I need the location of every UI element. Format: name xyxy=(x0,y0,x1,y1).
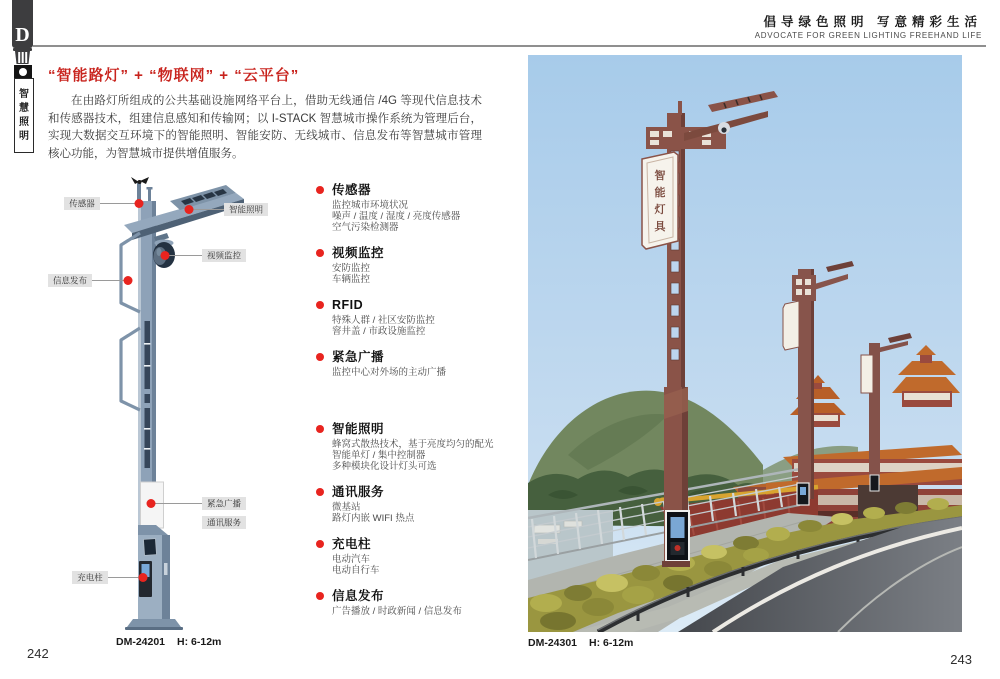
callout-comm: 通讯服务 xyxy=(206,517,242,528)
feature-bullet-icon xyxy=(316,592,324,600)
page-title: “智能路灯” + “物联网” + “云平台” xyxy=(48,67,300,84)
feature-desc-line: 电动自行车 xyxy=(332,565,380,576)
sidebar-section-tab xyxy=(12,0,33,48)
feature-desc-line: 监控中心对外场的主动广播 xyxy=(332,367,447,378)
category-char: 照 xyxy=(19,116,29,128)
feature-desc-line: 特殊人群 / 社区安防监控 xyxy=(332,315,435,326)
feature-desc-line: 车辆监控 xyxy=(332,274,371,285)
photo-model: DM-24301 xyxy=(528,637,578,649)
feature-item-sensor xyxy=(316,183,512,233)
callout-camera: 视频监控 xyxy=(206,250,242,261)
feature-desc-line: 安防监控 xyxy=(332,263,371,274)
diagram-display-frames xyxy=(121,233,140,410)
page-number-left: 242 xyxy=(27,646,49,661)
feature-desc-line: 路灯内嵌 WIFI 热点 xyxy=(332,513,415,524)
diagram-height: H: 6-12m xyxy=(177,636,222,648)
feature-item-lighting xyxy=(316,422,512,472)
dot-badge-icon xyxy=(14,65,32,78)
feature-title: 充电柱 xyxy=(332,537,372,551)
wind-sensor-icon xyxy=(131,177,153,203)
header-rule xyxy=(33,45,986,47)
diagram-model: DM-24201 xyxy=(116,636,166,648)
callout-sensor: 传感器 xyxy=(69,198,95,209)
diagram-camera xyxy=(153,233,175,268)
feature-item-video xyxy=(316,246,512,285)
feature-title: 智能照明 xyxy=(332,422,385,436)
feature-title: 视频监控 xyxy=(332,246,385,260)
feature-desc-line: 蜂窝式散热技术，基于亮度均匀的配光 xyxy=(332,439,494,450)
feature-title: 传感器 xyxy=(332,183,372,197)
feature-desc-line: 多种模块化设计灯头可选 xyxy=(332,461,437,472)
feature-desc-line: 噪声 / 温度 / 湿度 / 亮度传感器 xyxy=(332,211,461,222)
sidebar-category-label xyxy=(14,78,34,153)
callout-lighting: 智能照明 xyxy=(228,204,264,215)
feature-desc-line: 微基站 xyxy=(332,502,361,513)
feature-title: 紧急广播 xyxy=(332,350,385,364)
feature-title: 信息发布 xyxy=(332,589,385,603)
feature-bullet-icon xyxy=(316,353,324,361)
category-char: 明 xyxy=(19,130,29,142)
feature-bullet-icon xyxy=(316,186,324,194)
feature-desc-line: 电动汽车 xyxy=(332,554,371,565)
feature-bullet-icon xyxy=(316,301,324,309)
feature-desc-line: 空气污染检测器 xyxy=(332,222,399,233)
callout-charging: 充电柱 xyxy=(77,572,103,583)
feature-desc-line: 窨井盖 / 市政设施监控 xyxy=(332,326,426,337)
photo-height: H: 6-12m xyxy=(589,637,634,649)
header-slogan-en: ADVOCATE FOR GREEN LIGHTING FREEHAND LIFE xyxy=(754,31,982,40)
streetlight-diagram xyxy=(40,175,312,640)
feature-desc-line: 监控城市环境状况 xyxy=(332,200,409,211)
feature-item-rfid xyxy=(316,298,512,337)
feature-bullet-icon xyxy=(316,249,324,257)
feature-item-info xyxy=(316,589,512,617)
feature-bullet-icon xyxy=(316,540,324,548)
section-letter: D xyxy=(15,24,30,46)
diagram-caption xyxy=(116,636,221,648)
product-photo xyxy=(528,55,962,632)
feature-desc-line: 广告播放 / 时政新闻 / 信息发布 xyxy=(332,606,462,617)
feature-bullet-icon xyxy=(316,425,324,433)
callout-broadcast: 紧急广播 xyxy=(206,498,242,509)
feature-bullet-icon xyxy=(316,488,324,496)
banner-char: 能 xyxy=(654,187,666,199)
header-slogan-zh: 倡导绿色照明 写意精彩生活 xyxy=(763,15,982,29)
feature-list xyxy=(316,183,512,630)
banner-char: 具 xyxy=(654,221,666,233)
feature-desc-line: 智能单灯 / 集中控制器 xyxy=(332,450,426,461)
photo-caption xyxy=(528,637,633,649)
feature-item-comm xyxy=(316,485,512,524)
feature-title: RFID xyxy=(332,298,364,312)
feature-title: 通讯服务 xyxy=(332,485,385,499)
callout-info: 信息发布 xyxy=(52,275,88,286)
feature-item-charging xyxy=(316,537,512,576)
diagram-pole-slots xyxy=(144,321,151,468)
page-number-right: 243 xyxy=(950,652,972,667)
category-char: 智 xyxy=(19,88,29,100)
banner-char: 灯 xyxy=(654,204,666,216)
feature-item-broadcast xyxy=(316,350,512,378)
banner-char: 智 xyxy=(654,170,666,182)
intro-paragraph: 在由路灯所组成的公共基础设施网络平台上，借助无线通信 /4G 等现代信息技术和传感器技术，组建信息感知和传输网；以 I-STACK 智慧城市操作系统为管理后台，实现大数据交互环境下的智能照明、智能安防、无线城市、信息发布等智慧城市管理核心功能，为智慧城市提供增值服务。 xyxy=(48,95,482,160)
category-char: 慧 xyxy=(19,102,29,114)
